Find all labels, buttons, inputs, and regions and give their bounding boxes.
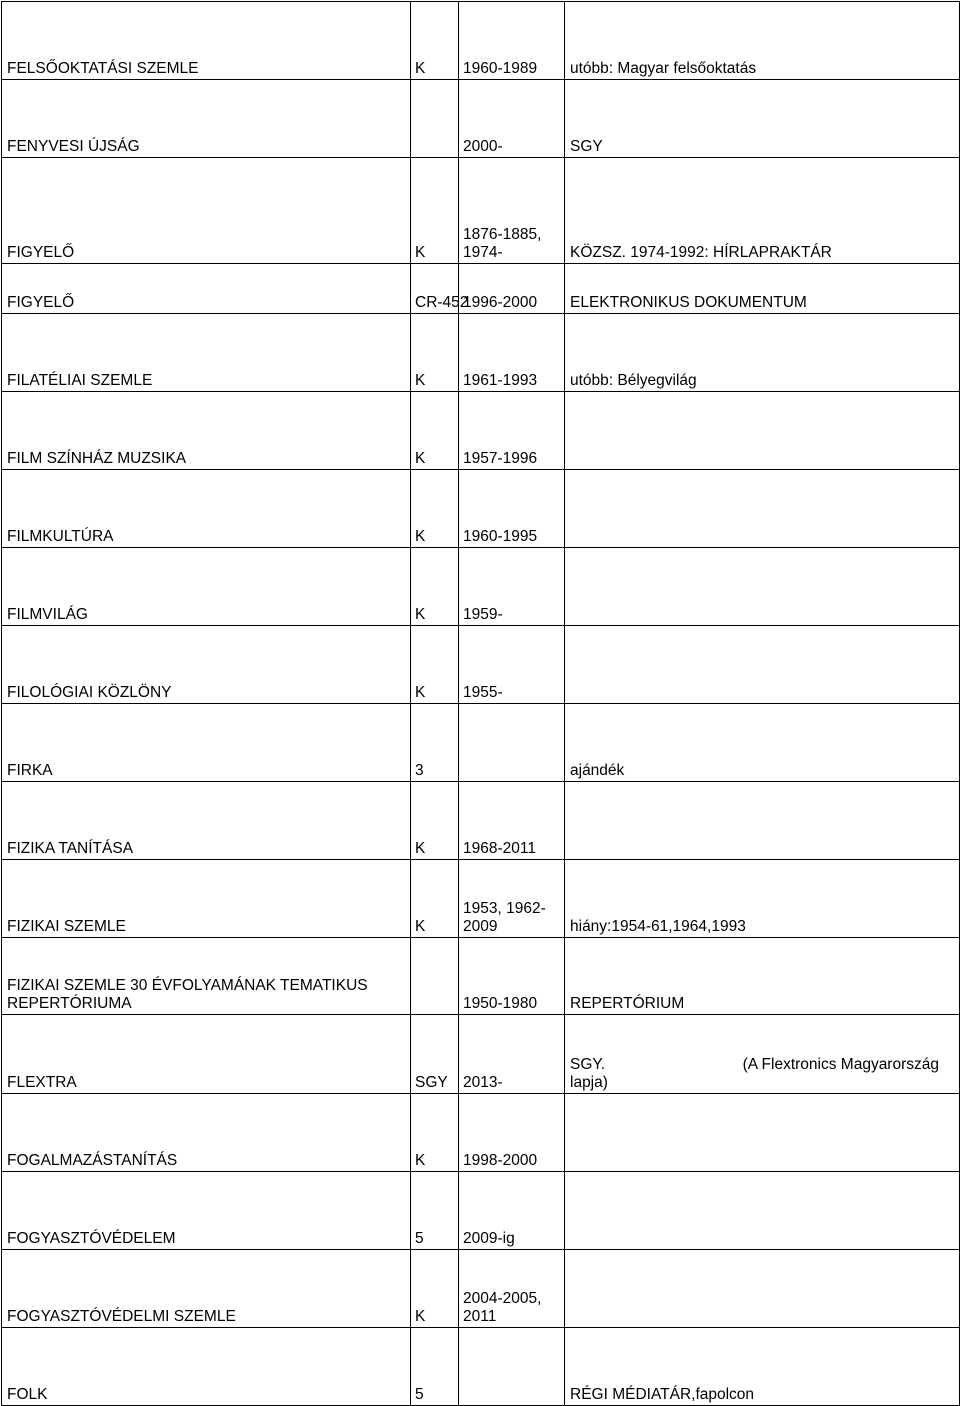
title-cell: FIZIKAI SZEMLE 30 ÉVFOLYAMÁNAK TEMATIKUS REPERTÓRIUMA <box>2 938 411 1015</box>
note-cell: ajándék <box>565 704 960 782</box>
table-row <box>2 1015 960 1094</box>
code-cell: K <box>411 470 459 548</box>
table-row <box>2 938 960 1015</box>
code-cell: K <box>411 1250 459 1328</box>
title-cell: FENYVESI ÚJSÁG <box>2 80 411 158</box>
years-cell <box>459 704 565 782</box>
title-cell: FIZIKA TANÍTÁSA <box>2 782 411 860</box>
note-cell: ELEKTRONIKUS DOKUMENTUM <box>565 264 960 314</box>
table-row <box>2 1094 960 1172</box>
table-row <box>2 1328 960 1406</box>
note-cell <box>565 1172 960 1250</box>
periodicals-table <box>1 1 960 1406</box>
title-cell: FILMVILÁG <box>2 548 411 626</box>
code-cell: K <box>411 314 459 392</box>
table-row <box>2 1172 960 1250</box>
years-cell: 2013- <box>459 1015 565 1094</box>
years-cell: 1959- <box>459 548 565 626</box>
note-cell <box>565 1250 960 1328</box>
years-cell: 1876-1885, 1974- <box>459 158 565 264</box>
note-part: SGY. <box>570 1056 606 1073</box>
code-cell: K <box>411 626 459 704</box>
table-row <box>2 470 960 548</box>
note-cell: RÉGI MÉDIATÁR,fapolcon <box>565 1328 960 1406</box>
note-second-line: lapja) <box>570 1074 608 1091</box>
note-cell: utóbb: Bélyegvilág <box>565 314 960 392</box>
years-cell <box>459 1328 565 1406</box>
code-cell: K <box>411 548 459 626</box>
code-cell: 5 <box>411 1172 459 1250</box>
title-cell: FOGYASZTÓVÉDELMI SZEMLE <box>2 1250 411 1328</box>
note-first-line <box>570 1056 959 1074</box>
table-row <box>2 264 960 314</box>
table-row <box>2 782 960 860</box>
years-cell: 2004-2005, 2011 <box>459 1250 565 1328</box>
code-cell: K <box>411 392 459 470</box>
title-cell: FIRKA <box>2 704 411 782</box>
years-cell: 1960-1995 <box>459 470 565 548</box>
years-cell: 1955- <box>459 626 565 704</box>
years-cell: 1950-1980 <box>459 938 565 1015</box>
years-cell: 1961-1993 <box>459 314 565 392</box>
title-cell: FILM SZÍNHÁZ MUZSIKA <box>2 392 411 470</box>
years-cell: 1957-1996 <box>459 392 565 470</box>
code-cell: CR-452 <box>411 264 459 314</box>
table-row <box>2 314 960 392</box>
table-row <box>2 626 960 704</box>
note-cell <box>565 548 960 626</box>
title-cell: FILOLÓGIAI KÖZLÖNY <box>2 626 411 704</box>
years-cell: 1996-2000 <box>459 264 565 314</box>
table-row <box>2 80 960 158</box>
note-cell: REPERTÓRIUM <box>565 938 960 1015</box>
note-cell: hiány:1954-61,1964,1993 <box>565 860 960 938</box>
note-cell <box>565 782 960 860</box>
table-row <box>2 2 960 80</box>
table-row <box>2 704 960 782</box>
code-cell: SGY <box>411 1015 459 1094</box>
years-cell: 1968-2011 <box>459 782 565 860</box>
code-cell: K <box>411 158 459 264</box>
years-cell: 1998-2000 <box>459 1094 565 1172</box>
code-cell: K <box>411 1094 459 1172</box>
note-cell: SGY <box>565 80 960 158</box>
note-cell: KÖZSZ. 1974-1992: HÍRLAPRAKTÁR <box>565 158 960 264</box>
code-cell: 5 <box>411 1328 459 1406</box>
note-cell <box>565 1015 960 1094</box>
title-cell: FOGYASZTÓVÉDELEM <box>2 1172 411 1250</box>
note-cell <box>565 392 960 470</box>
table-row <box>2 860 960 938</box>
code-cell: K <box>411 860 459 938</box>
title-cell: FIGYELŐ <box>2 158 411 264</box>
code-cell: 3 <box>411 704 459 782</box>
title-cell: FIGYELŐ <box>2 264 411 314</box>
table-row <box>2 392 960 470</box>
title-cell: FOGALMAZÁSTANÍTÁS <box>2 1094 411 1172</box>
title-cell: FOLK <box>2 1328 411 1406</box>
note-cell <box>565 1094 960 1172</box>
title-cell: FIZIKAI SZEMLE <box>2 860 411 938</box>
table-row <box>2 158 960 264</box>
table-row <box>2 1250 960 1328</box>
table-row <box>2 548 960 626</box>
years-cell: 2000- <box>459 80 565 158</box>
note-cell <box>565 470 960 548</box>
code-cell: K <box>411 2 459 80</box>
note-cell: utóbb: Magyar felsőoktatás <box>565 2 960 80</box>
years-cell: 1953, 1962-2009 <box>459 860 565 938</box>
years-cell: 1960-1989 <box>459 2 565 80</box>
note-part: (A Flextronics Magyarország <box>742 1056 939 1073</box>
title-cell: FILATÉLIAI SZEMLE <box>2 314 411 392</box>
code-cell <box>411 938 459 1015</box>
years-cell: 2009-ig <box>459 1172 565 1250</box>
title-cell: FILMKULTÚRA <box>2 470 411 548</box>
code-cell: K <box>411 782 459 860</box>
note-cell <box>565 626 960 704</box>
title-cell: FLEXTRA <box>2 1015 411 1094</box>
code-cell <box>411 80 459 158</box>
title-cell: FELSŐOKTATÁSI SZEMLE <box>2 2 411 80</box>
